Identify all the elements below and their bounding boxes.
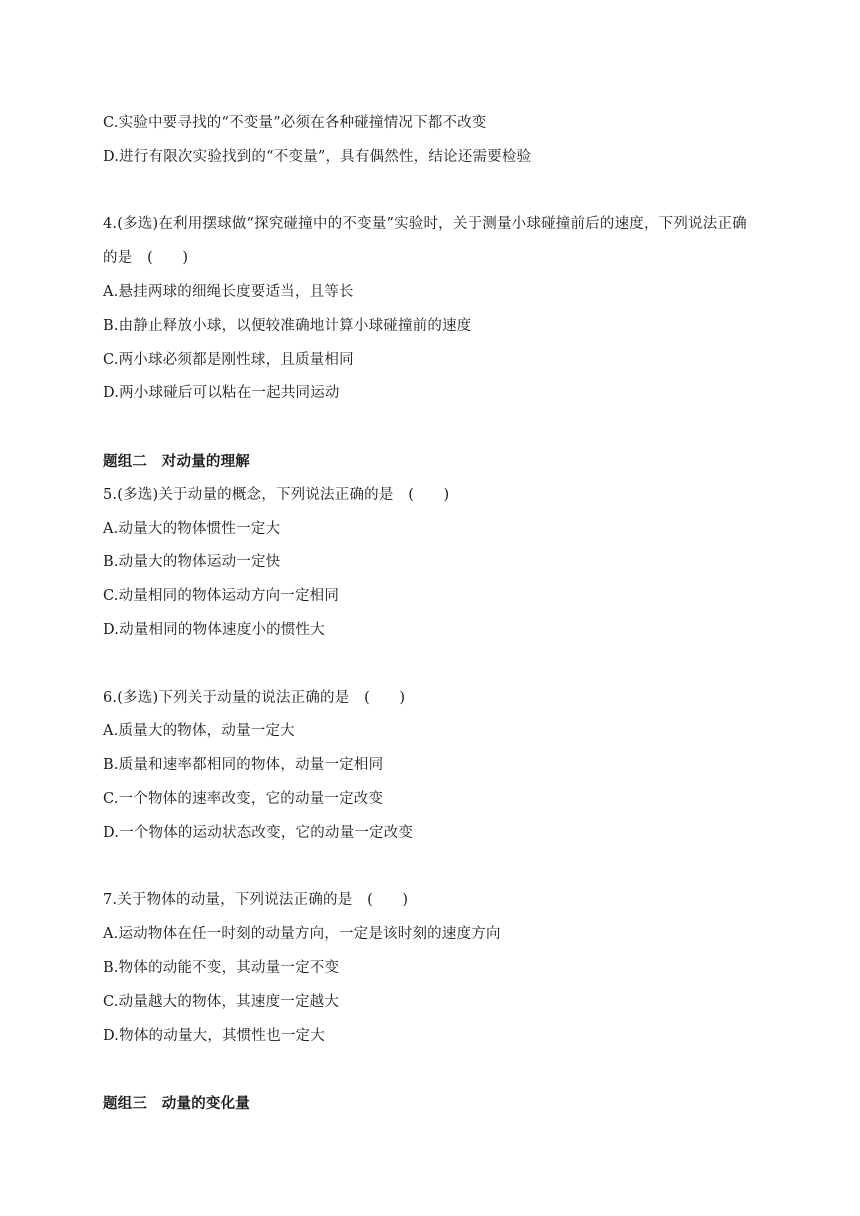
section-heading-3: 题组三 动量的变化量 <box>103 1095 250 1113</box>
option-7a: A.运动物体在任一时刻的动量方向，一定是该时刻的速度方向 <box>103 926 501 943</box>
option-5d: D.动量相同的物体速度小的惯性大 <box>103 621 325 638</box>
spacer <box>103 648 783 682</box>
option-5b: B.动量大的物体运动一定快 <box>103 554 281 571</box>
option-5a: A.动量大的物体惯性一定大 <box>103 520 281 537</box>
option-6c: C.一个物体的速率改变，它的动量一定改变 <box>103 790 384 807</box>
question-4-stem: 4.(多选)在利用摆球做“探究碰撞中的不变量”实验时，关于测量小球碰撞前后的速度，下列说法正确 <box>103 216 747 233</box>
question-5-stem: 5.(多选)关于动量的概念，下列说法正确的是 ( ) <box>103 486 450 503</box>
spacer <box>103 411 783 445</box>
document-page <box>103 107 783 1121</box>
spacer <box>103 175 783 209</box>
option-6a: A.质量大的物体，动量一定大 <box>103 723 295 740</box>
option-4d: D.两小球碰后可以粘在一起共同运动 <box>103 385 340 402</box>
option-4a: A.悬挂两球的细绳长度要适当，且等长 <box>103 283 354 300</box>
question-7-stem: 7.关于物体的动量，下列说法正确的是 ( ) <box>103 892 409 909</box>
option-3d: D.进行有限次实验找到的“不变量”，具有偶然性，结论还需要检验 <box>103 148 532 165</box>
question-4-stem-cont: 的是 ( ) <box>103 250 189 267</box>
option-6d: D.一个物体的运动状态改变，它的动量一定改变 <box>103 824 414 841</box>
option-4b: B.由静止释放小球，以便较准确地计算小球碰撞前的速度 <box>103 317 472 334</box>
option-7c: C.动量越大的物体，其速度一定越大 <box>103 993 340 1010</box>
spacer <box>103 1053 783 1087</box>
option-5c: C.动量相同的物体运动方向一定相同 <box>103 588 340 605</box>
option-4c: C.两小球必须都是刚性球，且质量相同 <box>103 351 354 368</box>
question-6-stem: 6.(多选)下列关于动量的说法正确的是 ( ) <box>103 689 406 706</box>
option-7d: D.物体的动量大，其惯性也一定大 <box>103 1027 325 1044</box>
spacer <box>103 851 783 885</box>
option-3c: C.实验中要寻找的“不变量”必须在各种碰撞情况下都不改变 <box>103 115 487 131</box>
option-7b: B.物体的动能不变，其动量一定不变 <box>103 959 340 976</box>
option-6b: B.质量和速率都相同的物体，动量一定相同 <box>103 757 384 774</box>
section-heading-2: 题组二 对动量的理解 <box>103 452 250 470</box>
